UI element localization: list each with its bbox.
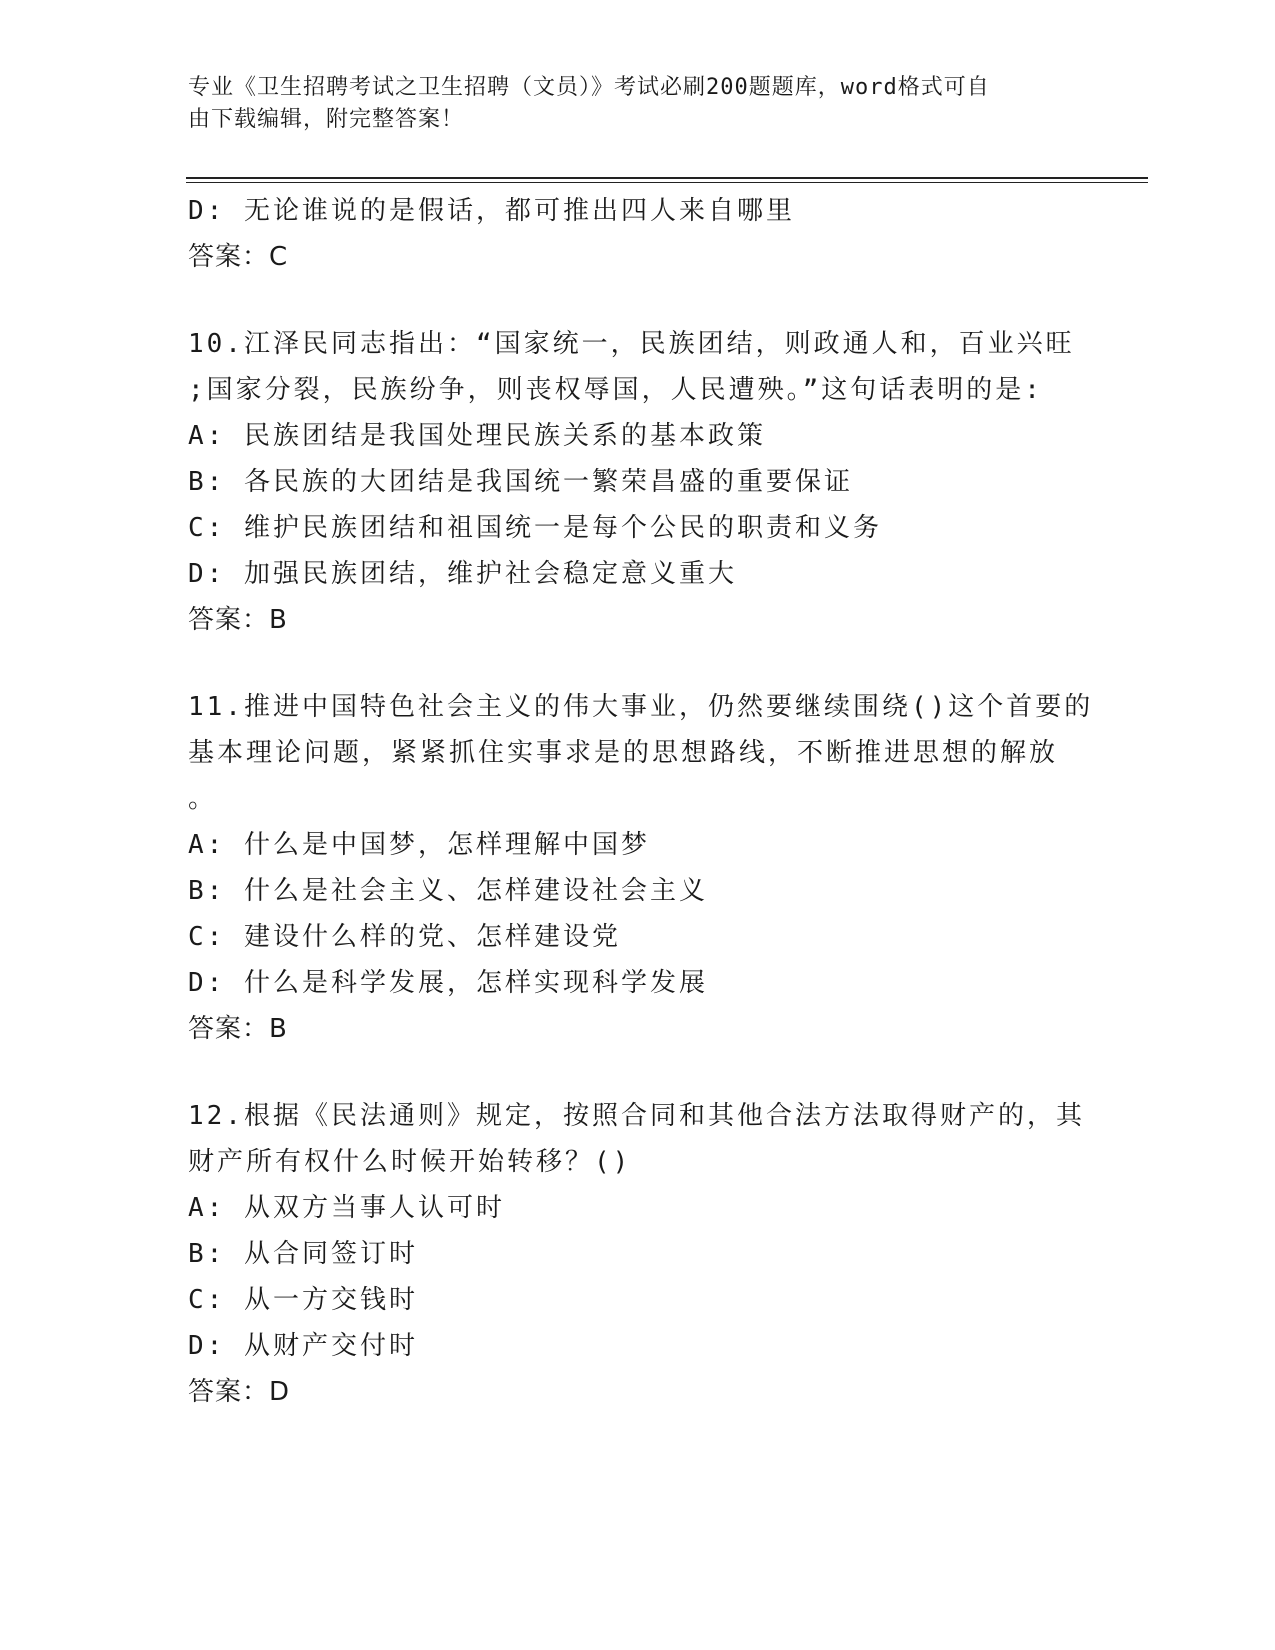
question-text: 12.根据《民法通则》规定，按照合同和其他合法方法取得财产的，其: [188, 1101, 1085, 1131]
answer-label: 答案：C: [188, 242, 289, 272]
option-c: C: 从一方交钱时: [188, 1285, 418, 1315]
question-text: ;国家分裂，民族纷争，则丧权辱国，人民遭殃。”这句话表明的是:: [188, 375, 1043, 405]
option-a: A: 什么是中国梦，怎样理解中国梦: [188, 830, 650, 860]
document-header: [188, 72, 1068, 136]
option-b: B: 各民族的大团结是我国统一繁荣昌盛的重要保证: [188, 467, 853, 497]
option-b: B: 从合同签订时: [188, 1239, 418, 1269]
option-a: A: 民族团结是我国处理民族关系的基本政策: [188, 421, 766, 451]
question-10: [188, 321, 1088, 643]
option-d: D: 加强民族团结，维护社会稳定意义重大: [188, 559, 737, 589]
header-line-1: 专业《卫生招聘考试之卫生招聘（文员）》考试必刷200题题库，word格式可自: [188, 75, 990, 100]
header-divider-thin: [186, 182, 1148, 183]
answer-label: 答案：B: [188, 1014, 288, 1044]
answer-label: 答案：B: [188, 605, 288, 635]
option-d: D: 从财产交付时: [188, 1331, 418, 1361]
document-body: [188, 188, 1094, 1415]
question-12: [188, 1093, 1088, 1415]
option-d: D: 无论谁说的是假话，都可推出四人来自哪里: [188, 196, 795, 226]
question-text: 基本理论问题，紧紧抓住实事求是的思想路线，不断推进思想的解放: [188, 738, 1059, 768]
option-d: D: 什么是科学发展，怎样实现科学发展: [188, 968, 708, 998]
question-text: 财产所有权什么时候开始转移？(): [188, 1147, 632, 1177]
question-9-tail: [188, 188, 1088, 280]
question-text: 10.江泽民同志指出：“国家统一，民族团结，则政通人和，百业兴旺: [188, 329, 1075, 359]
question-11: [188, 684, 1094, 1052]
answer-label: 答案：D: [188, 1377, 291, 1407]
option-a: A: 从双方当事人认可时: [188, 1193, 505, 1223]
header-line-2: 由下载编辑，附完整答案！: [188, 107, 465, 132]
question-text: 11.推进中国特色社会主义的伟大事业，仍然要继续围绕()这个首要的: [188, 692, 1094, 722]
question-text: 。: [188, 784, 218, 814]
option-c: C: 维护民族团结和祖国统一是每个公民的职责和义务: [188, 513, 882, 543]
option-c: C: 建设什么样的党、怎样建设党: [188, 922, 621, 952]
header-divider-thick: [186, 177, 1148, 179]
option-b: B: 什么是社会主义、怎样建设社会主义: [188, 876, 708, 906]
